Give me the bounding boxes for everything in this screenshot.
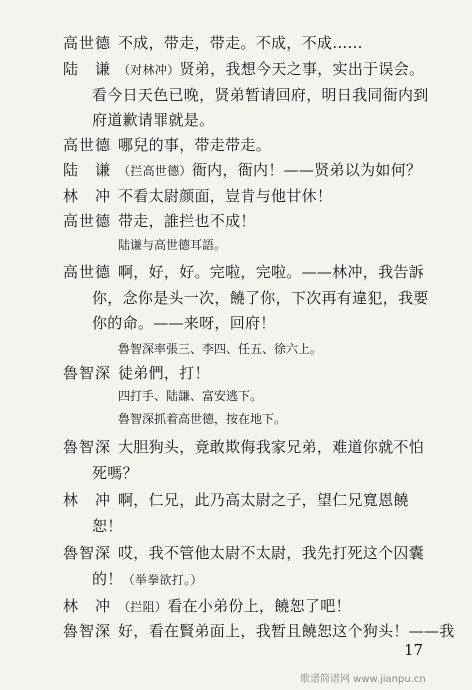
dialogue-text: 贤弟，我想今天之事，实出于误会。 (179, 60, 425, 78)
dialogue-line (118, 59, 424, 80)
dialogue-continuation: 你，念你是头一次，饒了你，下次再有違犯，我要 (92, 289, 429, 307)
dialogue-continuation: 看今日天色已晚，贤弟暂请回府，明日我同衙内到 (92, 86, 429, 104)
speaker-name: 林 冲 (63, 491, 112, 509)
stage-note: （对林冲） (118, 63, 180, 77)
speaker-name: 高世德 (63, 34, 112, 52)
dialogue-continuation: 死嗎？ (92, 464, 138, 482)
page-number: 17 (404, 641, 424, 659)
speaker-name: 陆 谦 (63, 60, 112, 78)
speaker-name: 陆 谦 (63, 161, 112, 179)
speaker-name: 魯智深 (63, 622, 112, 640)
stage-direction: 魯智深率張三、李四、任五、徐六上。 (118, 342, 323, 356)
dialogue-line (118, 160, 421, 181)
dialogue-line: 大胆狗头，竟敢欺侮我家兄弟，难道你就不怕 (118, 438, 425, 456)
stage-direction: 四打手、陆謙、富安逃下。 (118, 389, 263, 403)
dialogue-line: 啊，好，好。完啦，完啦。——林冲，我告訴 (118, 263, 425, 281)
dialogue-continuation: 府道歉请罪就是。 (92, 111, 215, 129)
speaker-name: 魯智深 (63, 544, 112, 562)
watermark: 歌谱简谱网 www.jianpu.cn (300, 674, 426, 685)
speaker-name: 魯智深 (63, 438, 112, 456)
dialogue-continuation: 恕！ (92, 517, 123, 535)
dialogue-text: 的！ (92, 570, 123, 588)
dialogue-line: 哎，我不管他太尉不太尉，我先打死这个囚囊 (118, 544, 425, 562)
dialogue-line (118, 596, 351, 617)
dialogue-line: 带走，誰拦也不成！ (118, 212, 256, 230)
stage-direction: 陆谦与高世德耳語。 (118, 238, 227, 252)
stage-note: （举拳欲打。） (122, 573, 203, 587)
dialogue-line: 啊，仁兄，此乃高太尉之子，望仁兄寬恩饒 (118, 491, 409, 509)
speaker-name: 高世德 (63, 212, 112, 230)
speaker-name: 林 冲 (63, 597, 112, 615)
dialogue-continuation: 你的命。——来呀，回府！ (92, 314, 276, 332)
dialogue-line: 徒弟們，打！ (118, 364, 210, 382)
dialogue-text: 衙内，衙内！——贤弟以为如何？ (191, 161, 422, 179)
speaker-name: 高世德 (63, 263, 112, 281)
dialogue-text: 看在小弟份上，饒恕了吧！ (167, 597, 351, 615)
speaker-name: 高世德 (63, 136, 112, 154)
speaker-name: 林 冲 (63, 187, 112, 205)
stage-note: （拦高世德） (118, 164, 192, 178)
dialogue-line: 好，看在賢弟面上，我暂且饒恕这个狗头！——我 (118, 622, 455, 640)
dialogue-line: 不成，带走，带走。不成，不成…… (118, 34, 363, 52)
dialogue-continuation (92, 569, 203, 590)
dialogue-line: 不看太尉颜面，豈肯与他甘休！ (118, 187, 333, 205)
dialogue-line: 哪兒的事，带走带走。 (118, 136, 272, 154)
stage-note: （拦阻） (118, 600, 168, 614)
speaker-name: 魯智深 (63, 364, 112, 382)
stage-direction: 魯智深抓着高世德，按在地下。 (118, 412, 287, 426)
